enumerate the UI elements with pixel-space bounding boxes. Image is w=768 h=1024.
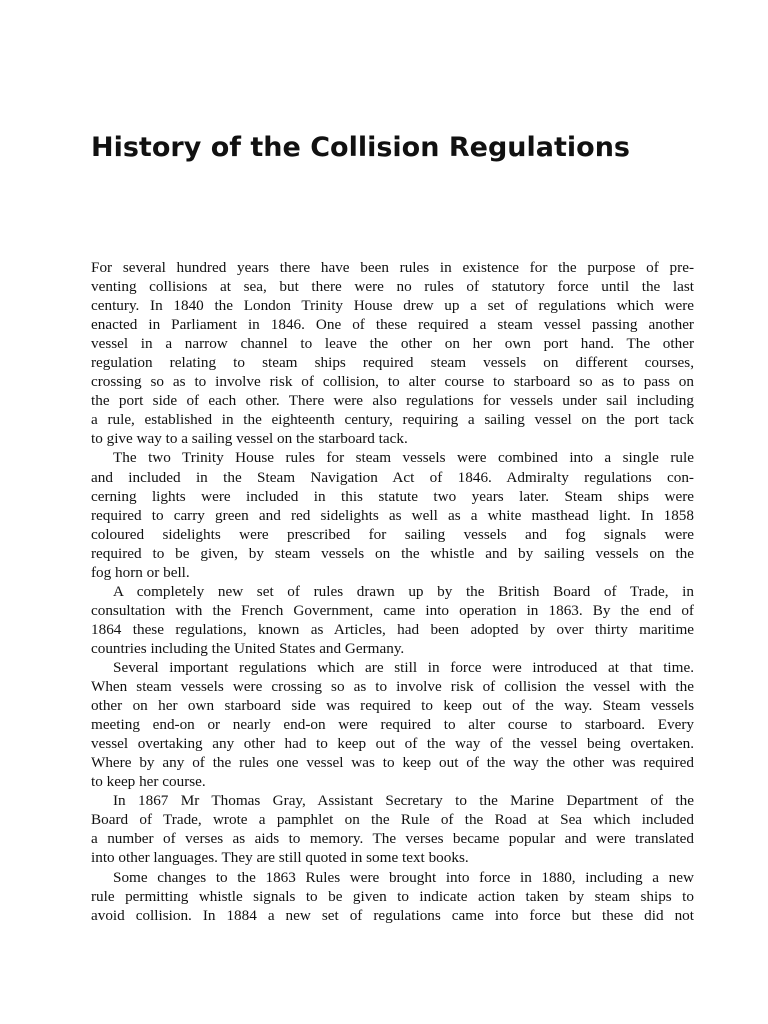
paragraph [91, 258, 694, 448]
text-line: required to carry green and red sidelights as well as a white masthead light. In 1858 [91, 506, 694, 524]
text-line: venting collisions at sea, but there were no rules of statutory force until the last [91, 278, 694, 296]
text-line: A completely new set of rules drawn up by the British Board of Trade, in [113, 582, 694, 600]
text-line: coloured sidelights were prescribed for sailing vessels and fog signals were [91, 525, 694, 543]
text-line: rule permitting whistle signals to be given to indicate action taken by steam ships to [91, 887, 694, 905]
text-line: vessel overtaking any other had to keep out of the way of the vessel being overtaken. [91, 735, 694, 753]
text-line: avoid collision. In 1884 a new set of regulations came into force but these did not [91, 906, 694, 924]
text-line: Where by any of the rules one vessel was to keep out of the way the other was required [91, 754, 694, 772]
text-line: other on her own starboard side was required to keep out of the way. Steam vessels [91, 697, 694, 715]
text-line: fog horn or bell. [91, 563, 190, 581]
text-line: Board of Trade, wrote a pamphlet on the Rule of the Road at Sea which included [91, 811, 694, 829]
page-title: History of the Collision Regulations [91, 132, 630, 163]
text-line: cerning lights were included in this statute two years later. Steam ships were [91, 487, 694, 505]
text-line: enacted in Parliament in 1846. One of these required a steam vessel passing another [91, 316, 694, 334]
text-line: Some changes to the 1863 Rules were brought into force in 1880, including a new [113, 868, 694, 886]
text-line: a number of verses as aids to memory. The verses became popular and were translated [91, 830, 694, 848]
text-line: to give way to a sailing vessel on the starboard tack. [91, 430, 408, 448]
text-line: regulation relating to steam ships required steam vessels on different courses, [91, 354, 694, 372]
text-line: Several important regulations which are still in force were introduced at that time. [113, 658, 694, 676]
text-line: crossing so as to involve risk of collision, to alter course to starboard so as to pass on [91, 373, 694, 391]
paragraph [91, 448, 694, 581]
paragraph [91, 791, 694, 867]
text-line: 1864 these regulations, known as Articles, had been adopted by over thirty maritime [91, 620, 694, 638]
text-line: into other languages. They are still quoted in some text books. [91, 849, 469, 867]
text-line: required to be given, by steam vessels on the whistle and by sailing vessels on the [91, 544, 694, 562]
paragraph [91, 582, 694, 658]
text-line: When steam vessels were crossing so as to involve risk of collision the vessel with the [91, 678, 694, 696]
paragraph [91, 658, 694, 791]
text-line: century. In 1840 the London Trinity House drew up a set of regulations which were [91, 297, 694, 315]
text-line: to keep her course. [91, 773, 206, 791]
text-line: For several hundred years there have been rules in existence for the purpose of pre- [91, 259, 694, 276]
text-line: In 1867 Mr Thomas Gray, Assistant Secretary to the Marine Department of the [113, 792, 694, 810]
text-line: the port side of each other. There were also regulations for vessels under sail including [91, 392, 694, 410]
body-text [91, 258, 694, 925]
text-line: vessel in a narrow channel to leave the other on her own port hand. The other [91, 335, 694, 353]
text-line: a rule, established in the eighteenth century, requiring a sailing vessel on the port tack [91, 411, 694, 429]
text-line: The two Trinity House rules for steam vessels were combined into a single rule [113, 449, 694, 467]
text-line: consultation with the French Government, came into operation in 1863. By the end of [91, 601, 694, 619]
text-line: countries including the United States and Germany. [91, 639, 405, 657]
paragraph [91, 868, 694, 925]
text-line: and included in the Steam Navigation Act of 1846. Admiralty regulations con- [91, 468, 694, 486]
text-line: meeting end-on or nearly end-on were required to alter course to starboard. Every [91, 716, 694, 734]
